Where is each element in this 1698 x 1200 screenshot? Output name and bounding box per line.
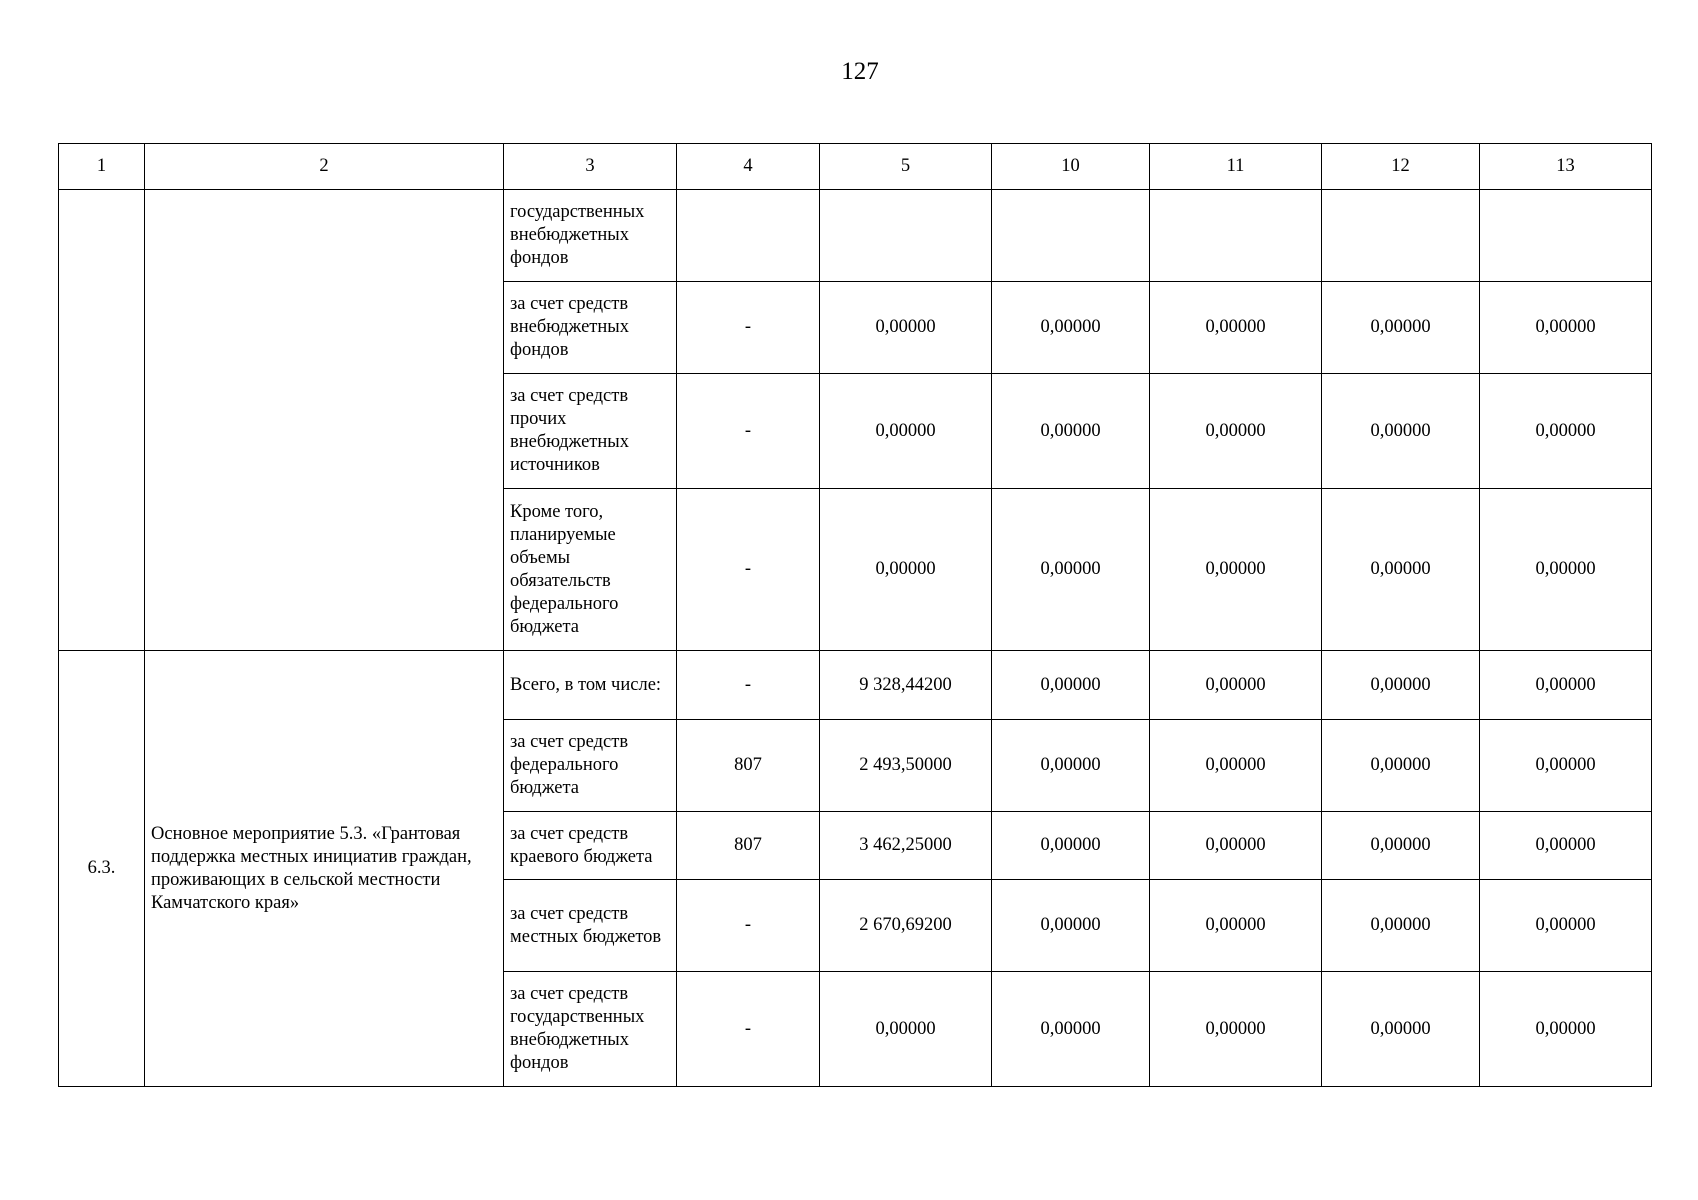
value-cell: 0,00000 (820, 374, 992, 489)
value-cell (1480, 190, 1652, 282)
value-cell: 9 328,44200 (820, 651, 992, 720)
budget-table (58, 143, 1652, 1087)
table-row (59, 651, 1652, 720)
value-cell: 0,00000 (992, 282, 1150, 374)
code-cell: - (677, 282, 820, 374)
value-cell: 0,00000 (992, 720, 1150, 812)
value-cell (1322, 190, 1480, 282)
value-cell: 0,00000 (992, 812, 1150, 880)
value-cell: 0,00000 (1150, 651, 1322, 720)
value-cell: 0,00000 (1480, 282, 1652, 374)
value-cell: 0,00000 (1322, 489, 1480, 651)
item-name-cell (145, 190, 504, 651)
value-cell (992, 190, 1150, 282)
value-cell: 0,00000 (1322, 720, 1480, 812)
header-cell: 1 (59, 144, 145, 190)
code-cell: 807 (677, 812, 820, 880)
value-cell: 0,00000 (1480, 972, 1652, 1087)
header-cell: 4 (677, 144, 820, 190)
source-cell: за счет средств внебюджетных фондов (504, 282, 677, 374)
value-cell: 0,00000 (1322, 651, 1480, 720)
header-row (59, 144, 1652, 190)
value-cell: 0,00000 (1480, 880, 1652, 972)
value-cell: 0,00000 (1150, 374, 1322, 489)
code-cell (677, 190, 820, 282)
code-cell: - (677, 972, 820, 1087)
code-cell: - (677, 489, 820, 651)
value-cell: 0,00000 (1322, 880, 1480, 972)
value-cell: 0,00000 (1150, 812, 1322, 880)
header-cell: 11 (1150, 144, 1322, 190)
value-cell (820, 190, 992, 282)
header-cell: 2 (145, 144, 504, 190)
value-cell: 0,00000 (1322, 374, 1480, 489)
code-cell: - (677, 374, 820, 489)
value-cell: 0,00000 (820, 282, 992, 374)
value-cell: 0,00000 (1480, 651, 1652, 720)
item-number-cell (59, 190, 145, 651)
value-cell: 0,00000 (1480, 720, 1652, 812)
source-cell: за счет средств краевого бюджета (504, 812, 677, 880)
header-cell: 12 (1322, 144, 1480, 190)
value-cell: 0,00000 (992, 489, 1150, 651)
value-cell: 0,00000 (992, 374, 1150, 489)
value-cell: 2 493,50000 (820, 720, 992, 812)
item-name-cell: Основное мероприятие 5.3. «Грантовая поддержка местных инициатив граждан, проживающих в сельской местности Камчатского края» (145, 651, 504, 1087)
source-cell: государственных внебюджетных фондов (504, 190, 677, 282)
value-cell: 0,00000 (1150, 880, 1322, 972)
value-cell: 0,00000 (1150, 282, 1322, 374)
value-cell: 0,00000 (1480, 374, 1652, 489)
value-cell (1150, 190, 1322, 282)
source-cell: за счет средств прочих внебюджетных источников (504, 374, 677, 489)
value-cell: 0,00000 (1480, 489, 1652, 651)
source-cell: Кроме того, планируемые объемы обязательств федерального бюджета (504, 489, 677, 651)
value-cell: 2 670,69200 (820, 880, 992, 972)
source-cell: за счет средств государственных внебюджетных фондов (504, 972, 677, 1087)
source-cell: Всего, в том числе: (504, 651, 677, 720)
value-cell: 0,00000 (820, 972, 992, 1087)
value-cell: 0,00000 (1150, 720, 1322, 812)
header-cell: 5 (820, 144, 992, 190)
value-cell: 0,00000 (1322, 972, 1480, 1087)
source-cell: за счет средств федерального бюджета (504, 720, 677, 812)
item-number-cell: 6.3. (59, 651, 145, 1087)
value-cell: 0,00000 (1150, 972, 1322, 1087)
value-cell: 0,00000 (992, 972, 1150, 1087)
value-cell: 0,00000 (1322, 812, 1480, 880)
code-cell: - (677, 880, 820, 972)
page-number: 127 (841, 58, 879, 85)
table-row (59, 190, 1652, 282)
value-cell: 0,00000 (992, 880, 1150, 972)
header-cell: 13 (1480, 144, 1652, 190)
value-cell: 0,00000 (820, 489, 992, 651)
code-cell: - (677, 651, 820, 720)
value-cell: 0,00000 (1480, 812, 1652, 880)
value-cell: 3 462,25000 (820, 812, 992, 880)
value-cell: 0,00000 (992, 651, 1150, 720)
source-cell: за счет средств местных бюджетов (504, 880, 677, 972)
header-cell: 10 (992, 144, 1150, 190)
value-cell: 0,00000 (1322, 282, 1480, 374)
value-cell: 0,00000 (1150, 489, 1322, 651)
header-cell: 3 (504, 144, 677, 190)
code-cell: 807 (677, 720, 820, 812)
